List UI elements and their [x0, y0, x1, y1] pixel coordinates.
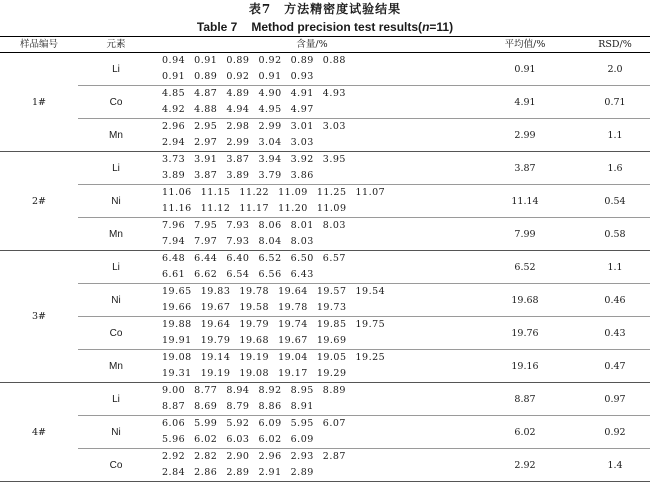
average-cell: 7.99 [470, 218, 580, 251]
sample-id-cell: 1# [0, 53, 78, 152]
content-value: 8.03 [322, 220, 346, 231]
element-cell: Mn [78, 350, 154, 383]
content-value: 5.96 [162, 434, 186, 445]
content-value: 2.87 [322, 451, 346, 462]
table-title-text: Method precision test results( [251, 20, 423, 34]
content-value: 8.86 [258, 401, 282, 412]
rsd-cell: 0.97 [580, 383, 650, 416]
content-value: 7.95 [194, 220, 218, 231]
table-row [0, 218, 650, 251]
table-row [0, 185, 650, 218]
table-row [0, 251, 650, 284]
content-value: 3.01 [290, 121, 314, 132]
content-value: 6.62 [194, 269, 218, 280]
content-value: 6.09 [290, 434, 314, 445]
content-value: 11.25 [316, 187, 347, 198]
content-value: 8.94 [226, 385, 250, 396]
content-value-line [162, 399, 470, 415]
content-value: 8.92 [258, 385, 282, 396]
content-value-line [162, 267, 470, 283]
content-value: 8.04 [258, 236, 282, 247]
sample-id-cell: 3# [0, 251, 78, 383]
content-value: 3.95 [322, 154, 346, 165]
rsd-cell: 0.71 [580, 86, 650, 119]
average-cell: 19.76 [470, 317, 580, 350]
content-value: 4.92 [162, 104, 186, 115]
content-value: 8.03 [290, 236, 314, 247]
header-average: 平均值/% [470, 37, 580, 53]
content-value: 7.97 [194, 236, 218, 247]
content-value-line [162, 366, 470, 382]
content-value: 5.95 [290, 418, 314, 429]
content-value: 6.48 [162, 253, 186, 264]
content-value-line [162, 152, 470, 168]
content-value-line [162, 201, 470, 217]
table-row [0, 449, 650, 482]
content-value: 11.20 [278, 203, 308, 214]
content-value: 4.85 [162, 88, 186, 99]
rsd-cell: 0.46 [580, 284, 650, 317]
content-value: 6.02 [194, 434, 218, 445]
table-title-suffix: =11) [429, 20, 454, 34]
rsd-cell: 0.47 [580, 350, 650, 383]
content-value: 7.93 [226, 220, 250, 231]
content-values-cell [154, 449, 470, 482]
table-title-english [0, 18, 650, 36]
content-value: 0.88 [322, 55, 346, 66]
content-value: 19.08 [239, 368, 270, 379]
content-value: 19.58 [239, 302, 270, 313]
content-value: 19.64 [200, 319, 231, 330]
content-value: 6.02 [258, 434, 282, 445]
content-value: 11.12 [200, 203, 231, 214]
table-body [0, 53, 650, 482]
average-cell: 19.16 [470, 350, 580, 383]
content-value: 4.97 [290, 104, 314, 115]
average-cell: 6.52 [470, 251, 580, 284]
content-value: 3.03 [322, 121, 346, 132]
content-value: 19.73 [316, 302, 347, 313]
content-value: 7.94 [162, 236, 186, 247]
table-row [0, 383, 650, 416]
table-row [0, 152, 650, 185]
average-cell: 0.91 [470, 53, 580, 86]
rsd-cell: 0.58 [580, 218, 650, 251]
content-value: 19.08 [162, 352, 192, 363]
content-value: 0.89 [194, 71, 218, 82]
rsd-cell: 0.43 [580, 317, 650, 350]
content-value: 19.88 [162, 319, 192, 330]
content-value: 11.09 [316, 203, 347, 214]
sample-id-cell: 4# [0, 383, 78, 482]
content-value: 4.94 [226, 104, 250, 115]
content-value: 11.06 [162, 187, 192, 198]
content-value: 19.79 [239, 319, 270, 330]
content-value: 11.15 [200, 187, 231, 198]
content-value: 19.64 [278, 286, 308, 297]
content-value-line [162, 432, 470, 448]
content-value: 6.09 [258, 418, 282, 429]
content-value: 0.94 [162, 55, 186, 66]
content-value-line [162, 449, 470, 465]
content-value: 6.56 [258, 269, 282, 280]
header-sample: 样品编号 [0, 37, 78, 53]
content-value-line [162, 284, 470, 300]
rsd-cell: 1.4 [580, 449, 650, 482]
content-value: 2.91 [258, 467, 282, 478]
content-values-cell [154, 218, 470, 251]
table-row [0, 53, 650, 86]
content-value: 0.91 [194, 55, 218, 66]
content-value: 2.82 [194, 451, 218, 462]
table-title-variable: n [422, 20, 430, 34]
table-number: Table 7 [196, 20, 238, 34]
content-value-line [162, 119, 470, 135]
content-value: 3.91 [194, 154, 218, 165]
content-value: 19.65 [162, 286, 192, 297]
content-value: 4.87 [194, 88, 218, 99]
content-value-line [162, 86, 470, 102]
content-value: 19.79 [200, 335, 231, 346]
content-value: 19.17 [278, 368, 308, 379]
content-value: 8.87 [162, 401, 186, 412]
average-cell: 8.87 [470, 383, 580, 416]
content-value: 6.57 [322, 253, 346, 264]
content-value: 19.25 [355, 352, 386, 363]
rsd-cell: 1.1 [580, 119, 650, 152]
content-value: 3.89 [226, 170, 250, 181]
content-value: 8.89 [322, 385, 346, 396]
element-cell: Ni [78, 185, 154, 218]
element-cell: Mn [78, 119, 154, 152]
content-value: 3.92 [290, 154, 314, 165]
content-value: 4.90 [258, 88, 282, 99]
content-value: 2.84 [162, 467, 186, 478]
content-values-cell [154, 317, 470, 350]
content-value: 2.93 [290, 451, 314, 462]
average-cell: 2.99 [470, 119, 580, 152]
content-value-line [162, 102, 470, 118]
content-value: 2.99 [226, 137, 250, 148]
table-row [0, 416, 650, 449]
content-value: 5.92 [226, 418, 250, 429]
content-value: 11.17 [239, 203, 270, 214]
content-value: 3.03 [290, 137, 314, 148]
content-value: 2.86 [194, 467, 218, 478]
content-value: 0.91 [258, 71, 282, 82]
element-cell: Co [78, 317, 154, 350]
content-value: 19.68 [239, 335, 270, 346]
average-cell: 3.87 [470, 152, 580, 185]
content-value: 19.69 [316, 335, 347, 346]
content-value: 6.50 [290, 253, 314, 264]
content-value: 19.57 [316, 286, 347, 297]
table-row [0, 317, 650, 350]
content-value: 11.09 [278, 187, 308, 198]
content-value: 6.54 [226, 269, 250, 280]
content-value-line [162, 416, 470, 432]
content-value: 19.31 [162, 368, 192, 379]
content-value: 11.16 [162, 203, 192, 214]
content-value: 19.54 [355, 286, 386, 297]
element-cell: Li [78, 53, 154, 86]
content-value-line [162, 300, 470, 316]
element-cell: Co [78, 449, 154, 482]
content-value: 8.77 [194, 385, 218, 396]
content-value: 0.89 [226, 55, 250, 66]
content-value: 19.75 [355, 319, 386, 330]
element-cell: Li [78, 383, 154, 416]
content-value: 6.52 [258, 253, 282, 264]
rsd-cell: 1.1 [580, 251, 650, 284]
content-value: 6.43 [290, 269, 314, 280]
content-value: 19.91 [162, 335, 192, 346]
content-value-line [162, 333, 470, 349]
content-value: 2.92 [162, 451, 186, 462]
rsd-cell: 2.0 [580, 53, 650, 86]
table-row [0, 119, 650, 152]
content-value: 2.98 [226, 121, 250, 132]
table-row [0, 86, 650, 119]
content-value: 0.93 [290, 71, 314, 82]
content-value-line [162, 69, 470, 85]
content-value: 4.93 [322, 88, 346, 99]
content-value: 19.05 [316, 352, 347, 363]
content-value: 19.74 [278, 319, 308, 330]
content-value: 2.97 [194, 137, 218, 148]
table-caption [0, 0, 650, 36]
content-value-line [162, 465, 470, 481]
content-values-cell [154, 383, 470, 416]
content-value: 8.79 [226, 401, 250, 412]
content-value: 2.96 [162, 121, 186, 132]
content-value: 0.92 [258, 55, 282, 66]
table-title-chinese: 表7 方法精密度试验结果 [248, 2, 402, 16]
content-value: 7.96 [162, 220, 186, 231]
content-value: 4.91 [290, 88, 314, 99]
content-value: 2.96 [258, 451, 282, 462]
content-value: 11.07 [355, 187, 386, 198]
sample-id-cell: 2# [0, 152, 78, 251]
content-values-cell [154, 86, 470, 119]
content-value: 3.04 [258, 137, 282, 148]
content-value: 3.87 [226, 154, 250, 165]
content-values-cell [154, 185, 470, 218]
content-value: 7.93 [226, 236, 250, 247]
table-row [0, 284, 650, 317]
content-value: 19.19 [239, 352, 270, 363]
content-values-cell [154, 350, 470, 383]
content-value: 3.79 [258, 170, 282, 181]
content-value: 2.89 [290, 467, 314, 478]
average-cell: 11.14 [470, 185, 580, 218]
content-value: 6.40 [226, 253, 250, 264]
content-value: 6.06 [162, 418, 186, 429]
element-cell: Ni [78, 416, 154, 449]
content-value: 2.90 [226, 451, 250, 462]
content-value: 6.03 [226, 434, 250, 445]
content-value: 19.66 [162, 302, 192, 313]
header-element: 元素 [78, 37, 154, 53]
header-row [0, 37, 650, 53]
content-value: 19.19 [200, 368, 231, 379]
content-value: 3.89 [162, 170, 186, 181]
content-value: 19.14 [200, 352, 231, 363]
content-values-cell [154, 251, 470, 284]
content-value-line [162, 53, 470, 69]
content-values-cell [154, 152, 470, 185]
content-value: 0.91 [162, 71, 186, 82]
content-value: 19.67 [278, 335, 308, 346]
content-value-line [162, 185, 470, 201]
header-rsd: RSD/% [580, 37, 650, 53]
content-values-cell [154, 119, 470, 152]
content-value: 19.85 [316, 319, 347, 330]
element-cell: Ni [78, 284, 154, 317]
content-value: 19.83 [200, 286, 231, 297]
content-values-cell [154, 416, 470, 449]
content-value: 19.78 [278, 302, 308, 313]
content-value: 6.61 [162, 269, 186, 280]
content-value: 2.89 [226, 467, 250, 478]
content-value: 3.86 [290, 170, 314, 181]
content-value: 11.22 [239, 187, 270, 198]
content-value: 9.00 [162, 385, 186, 396]
content-value: 0.89 [290, 55, 314, 66]
content-value: 2.99 [258, 121, 282, 132]
content-value-line [162, 234, 470, 250]
content-value: 8.91 [290, 401, 314, 412]
average-cell: 4.91 [470, 86, 580, 119]
element-cell: Li [78, 251, 154, 284]
content-value: 8.69 [194, 401, 218, 412]
header-content: 含量/% [154, 37, 470, 53]
element-cell: Li [78, 152, 154, 185]
content-value-line [162, 350, 470, 366]
content-value: 19.04 [278, 352, 308, 363]
element-cell: Mn [78, 218, 154, 251]
element-cell: Co [78, 86, 154, 119]
content-value: 6.07 [322, 418, 346, 429]
table-row [0, 350, 650, 383]
content-value: 3.94 [258, 154, 282, 165]
content-value: 6.44 [194, 253, 218, 264]
rsd-cell: 0.54 [580, 185, 650, 218]
average-cell: 2.92 [470, 449, 580, 482]
content-value: 4.88 [194, 104, 218, 115]
content-value: 4.95 [258, 104, 282, 115]
content-value: 8.95 [290, 385, 314, 396]
content-value: 3.73 [162, 154, 186, 165]
content-value: 2.94 [162, 137, 186, 148]
rsd-cell: 0.92 [580, 416, 650, 449]
content-value: 19.78 [239, 286, 270, 297]
rsd-cell: 1.6 [580, 152, 650, 185]
average-cell: 6.02 [470, 416, 580, 449]
content-values-cell [154, 284, 470, 317]
content-value: 4.89 [226, 88, 250, 99]
content-values-cell [154, 53, 470, 86]
content-value-line [162, 135, 470, 151]
content-value: 3.87 [194, 170, 218, 181]
content-value: 19.29 [316, 368, 347, 379]
content-value-line [162, 218, 470, 234]
precision-table [0, 36, 650, 482]
content-value: 8.01 [290, 220, 314, 231]
content-value: 19.67 [200, 302, 231, 313]
content-value-line [162, 317, 470, 333]
content-value-line [162, 251, 470, 267]
content-value: 2.95 [194, 121, 218, 132]
content-value: 5.99 [194, 418, 218, 429]
content-value: 0.92 [226, 71, 250, 82]
content-value: 8.06 [258, 220, 282, 231]
content-value-line [162, 383, 470, 399]
average-cell: 19.68 [470, 284, 580, 317]
content-value-line [162, 168, 470, 184]
